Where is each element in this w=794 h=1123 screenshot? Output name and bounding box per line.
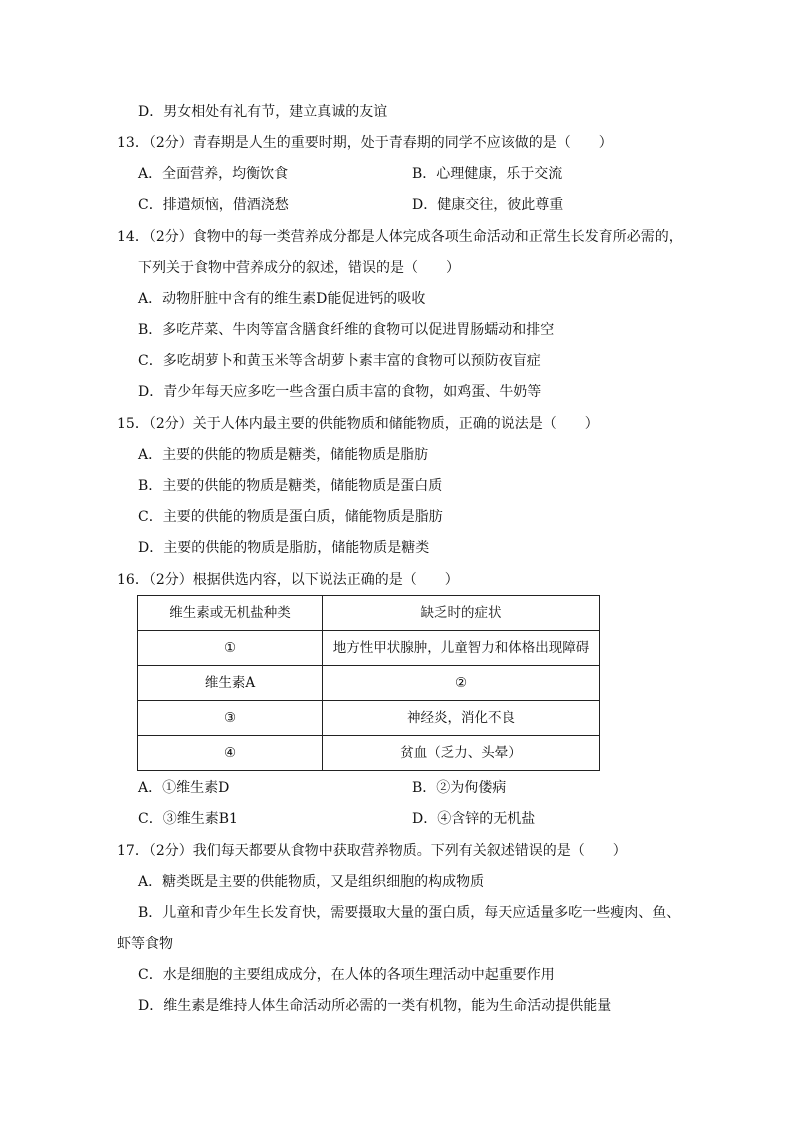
q16-option-b: B．②为佝偻病: [412, 780, 507, 796]
table-row: [138, 666, 600, 701]
q13-options-row-2: [138, 195, 698, 215]
q17-stem: 17．（2分）我们每天都要从食物中获取营养物质。下列有关叙述错误的是（ ）: [117, 843, 627, 859]
q14-option-b: B．多吃芹菜、牛肉等富含膳食纤维的食物可以促进胃肠蠕动和排空: [138, 322, 555, 338]
q14-option-a: A．动物肝脏中含有的维生素D能促进钙的吸收: [138, 291, 426, 307]
q13-option-c: C．排遣烦恼，借酒浇愁: [138, 197, 289, 213]
q14-stem-line-1: 14．（2分）食物中的每一类营养成分都是人体完成各项生命活动和正常生长发育所必需的，: [117, 229, 683, 245]
q14-option-d: D．青少年每天应多吃一些含蛋白质丰富的食物，如鸡蛋、牛奶等: [138, 384, 542, 400]
table-cell: ④: [138, 736, 323, 771]
q13-stem: 13．（2分）青春期是人生的重要时期，处于青春期的同学不应该做的是（ ）: [117, 135, 613, 151]
q16-options-row-2: [138, 809, 698, 829]
q17-option-d: D．维生素是维持人体生命活动所必需的一类有机物，能为生命活动提供能量: [138, 998, 612, 1014]
q13-option-b: B．心理健康，乐于交流: [412, 166, 563, 182]
table-header-cell: 维生素或无机盐种类: [138, 596, 323, 631]
table-cell: 地方性甲状腺肿，儿童智力和体格出现障碍: [323, 631, 600, 666]
table-cell: ①: [138, 631, 323, 666]
q17-option-b-line-2: 虾等食物: [117, 936, 173, 952]
q13-option-a: A．全面营养，均衡饮食: [138, 166, 289, 182]
q16-options-row-1: [138, 778, 698, 798]
table-header-row: [138, 596, 600, 631]
table-cell: 维生素A: [138, 666, 323, 701]
table-row: [138, 631, 600, 666]
q13-option-d: D．健康交往，彼此尊重: [412, 197, 564, 213]
vitamin-deficiency-table: [137, 595, 600, 771]
q16-option-d: D．④含锌的无机盐: [412, 811, 536, 827]
q17-option-b-line-1: B．儿童和青少年生长发育快，需要摄取大量的蛋白质，每天应适量多吃一些瘦肉、鱼、: [138, 905, 681, 921]
q15-option-c: C．主要的供能的物质是蛋白质，储能物质是脂肪: [138, 509, 443, 525]
table-cell: ③: [138, 701, 323, 736]
q16-option-a: A．①维生素D: [138, 780, 230, 796]
q12-option-d: D．男女相处有礼有节，建立真诚的友谊: [138, 104, 388, 120]
q15-option-a: A．主要的供能的物质是糖类，储能物质是脂肪: [138, 447, 429, 463]
q14-stem-line-2: 下列关于食物中营养成分的叙述，错误的是（ ）: [138, 260, 460, 276]
q17-option-a: A．糖类既是主要的供能物质，又是组织细胞的构成物质: [138, 874, 485, 890]
q16-option-c: C．③维生素B1: [138, 811, 238, 827]
table-row: [138, 701, 600, 736]
q15-option-d: D．主要的供能的物质是脂肪，储能物质是糖类: [138, 540, 430, 556]
table-cell: 神经炎，消化不良: [323, 701, 600, 736]
q16-stem: 16．（2分）根据供选内容，以下说法正确的是（ ）: [117, 572, 459, 588]
q15-option-b: B．主要的供能的物质是糖类，储能物质是蛋白质: [138, 478, 443, 494]
q15-stem: 15．（2分）关于人体内最主要的供能物质和储能物质，正确的说法是（ ）: [117, 416, 599, 432]
q14-option-c: C．多吃胡萝卜和黄玉米等含胡萝卜素丰富的食物可以预防夜盲症: [138, 353, 541, 369]
table-header-cell: 缺乏时的症状: [323, 596, 600, 631]
table-cell: ②: [323, 666, 600, 701]
q13-options-row-1: [138, 164, 698, 184]
table-row: [138, 736, 600, 771]
table-cell: 贫血（乏力、头晕）: [323, 736, 600, 771]
q17-option-c: C．水是细胞的主要组成成分，在人体的各项生理活动中起重要作用: [138, 967, 555, 983]
